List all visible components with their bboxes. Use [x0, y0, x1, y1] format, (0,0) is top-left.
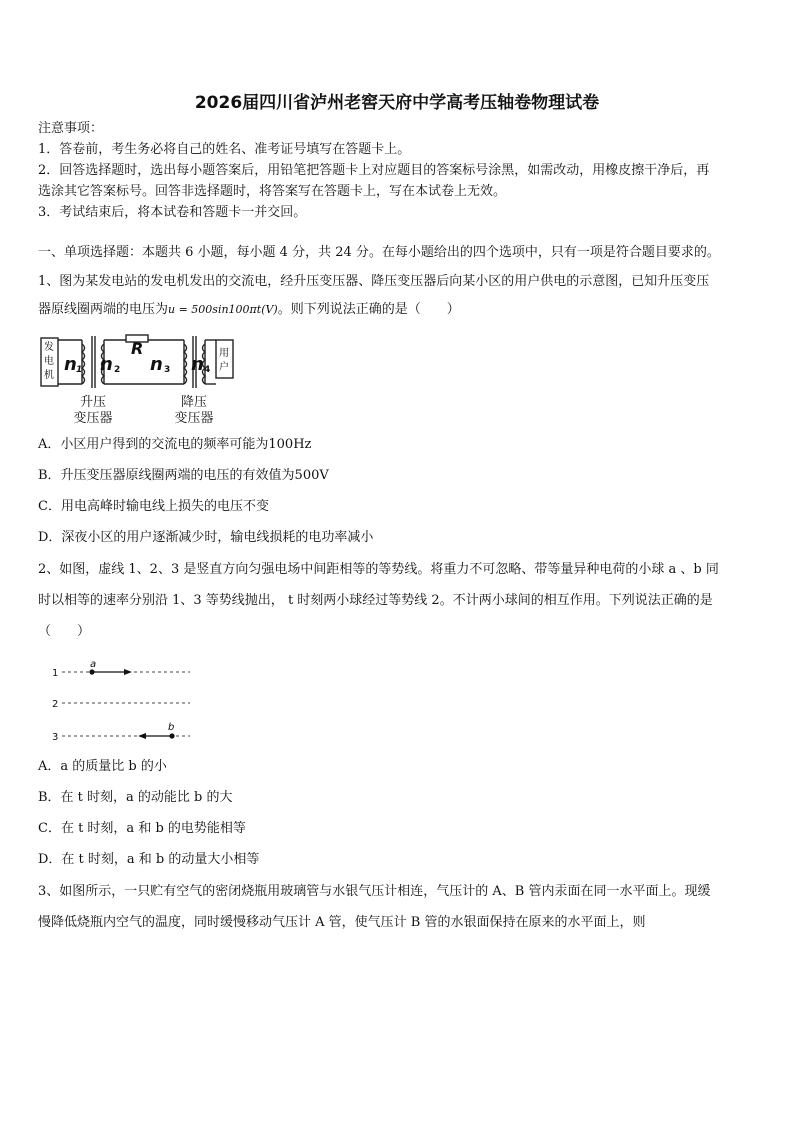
- generator-char-1: 发: [44, 342, 54, 353]
- resistor-r-label: R: [131, 339, 144, 358]
- coil-n3-sub: 3: [164, 365, 171, 375]
- q1-option-a: A．小区用户得到的交流电的频率可能为100Hz: [38, 437, 312, 452]
- step-down-label-2: 变压器: [174, 411, 214, 426]
- line-1-label: 1: [52, 668, 59, 679]
- ball-b-label: b: [168, 722, 175, 733]
- q1-voltage-formula: u = 500sin100πt(V): [168, 303, 278, 316]
- q1-option-c: C．用电高峰时输电线上损失的电压不变: [38, 499, 269, 514]
- user-char-2: 户: [219, 362, 229, 373]
- q1-option-d: D．深夜小区的用户逐渐减少时，输电线损耗的电功率减小: [38, 530, 374, 545]
- coil-n1-sub: 1: [76, 365, 83, 375]
- coil-n1-label: n: [64, 354, 77, 375]
- generator-char-3: 机: [44, 370, 54, 381]
- coil-n4-label: n: [191, 354, 204, 375]
- coil-n2-label: n: [100, 354, 113, 375]
- section-heading: 一、单项选择题：本题共 6 小题，每小题 4 分，共 24 分。在每小题给出的四个选项中，只有一项是符合题目要求的。: [38, 245, 720, 260]
- notice-heading: 注意事项：: [38, 121, 104, 136]
- step-up-label-1: 升压: [79, 395, 107, 410]
- notice-item-2-cont: 选涂其它答案标号。回答非选择题时，将答案写在答题卡上，写在本试卷上无效。: [38, 184, 507, 199]
- q1-transmission-figure: [38, 326, 238, 428]
- step-down-label-1: 降压: [180, 395, 208, 410]
- q2-option-a: A．a 的质量比 b 的小: [38, 759, 167, 774]
- q1-stem-text-b: 。则下列说法正确的是（ ）: [277, 302, 460, 317]
- q2-equipotential-figure: [50, 656, 195, 744]
- q3-stem-line2: 慢降低烧瓶内空气的温度，同时缓慢移动气压计 A 管，使气压计 B 管的水银面保持在原来的水平面上，则: [38, 915, 646, 930]
- q1-stem-line2: [38, 302, 758, 318]
- q1-stem-line1: 1、图为某发电站的发电机发出的交流电，经升压变压器、降压变压器后向某小区的用户供电的示意图，已知升压变压: [38, 274, 710, 289]
- q1-option-b: B．升压变压器原线圈两端的电压的有效值为500V: [38, 468, 329, 483]
- exam-title: 2026届四川省泸州老窖天府中学高考压轴卷物理试卷: [194, 93, 600, 113]
- q2-option-b: B．在 t 时刻，a 的动能比 b 的大: [38, 790, 233, 805]
- notice-item-1: 1．答卷前，考生务必将自己的姓名、准考证号填写在答题卡上。: [38, 142, 411, 157]
- line-3-label: 3: [52, 732, 59, 743]
- notice-item-3: 3．考试结束后，将本试卷和答题卡一并交回。: [38, 205, 307, 220]
- q2-option-c: C．在 t 时刻，a 和 b 的电势能相等: [38, 821, 246, 836]
- generator-char-2: 电: [44, 356, 54, 367]
- notice-item-2: 2．回答选择题时，选出每小题答案后，用铅笔把答题卡上对应题目的答案标号涂黑，如需改动，用橡皮擦干净后，再: [38, 163, 710, 178]
- q2-stem-line2: 时以相等的速率分别沿 1、3 等势线抛出， t 时刻两小球经过等势线 2。不计两小球间的相互作用。下列说法正确的是: [38, 593, 713, 608]
- step-up-label-2: 变压器: [73, 411, 113, 426]
- q2-stem-line1: 2、如图，虚线 1、2、3 是竖直方向匀强电场中间距相等的等势线。将重力不可忽略、带等量异种电荷的小球 a 、b 同: [38, 562, 719, 577]
- q1-stem-text-a: 器原线圈两端的电压为: [38, 302, 169, 317]
- q3-stem-line1: 3、如图所示，一只贮有空气的密闭烧瓶用玻璃管与水银气压计相连，气压计的 A、B 管内汞面在同一水平面上。现缓: [38, 884, 711, 899]
- line-2-label: 2: [52, 699, 59, 710]
- coil-n2-sub: 2: [114, 365, 121, 375]
- ball-a-label: a: [90, 659, 97, 670]
- q2-option-d: D．在 t 时刻，a 和 b 的动量大小相等: [38, 852, 260, 867]
- user-char-1: 用: [219, 348, 229, 359]
- q2-stem-line3: （ ）: [38, 624, 91, 639]
- coil-n4-sub: 4: [204, 365, 211, 375]
- coil-n3-label: n: [150, 354, 163, 375]
